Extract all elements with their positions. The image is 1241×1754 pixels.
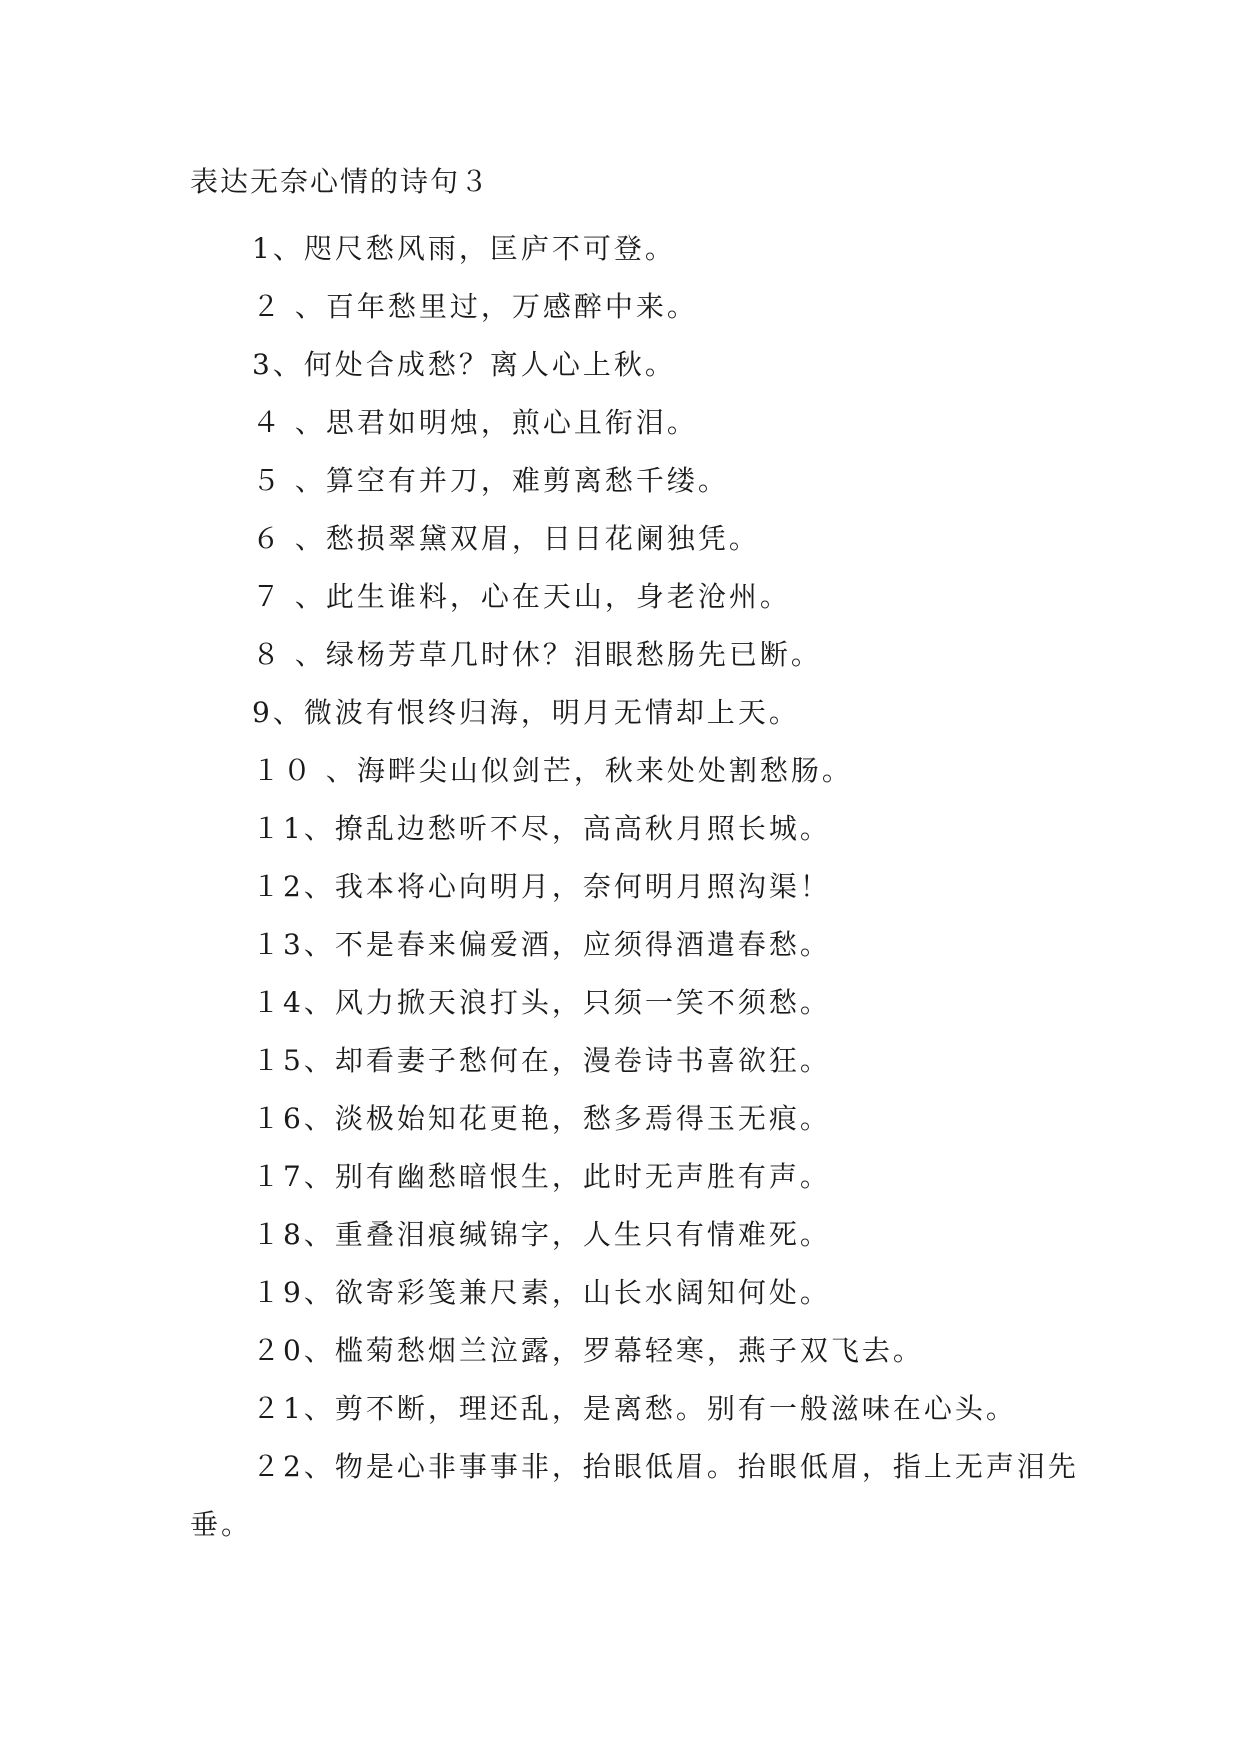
poem-line-2: ２ 、百年愁里过，万感醉中来。 [252, 290, 698, 323]
poem-line-20: ２0、槛菊愁烟兰泣露，罗幕轻寒，燕子双飞去。 [252, 1334, 924, 1367]
poem-line-11: １1、撩乱边愁听不尽，高高秋月照长城。 [252, 812, 831, 845]
poem-line-17: １7、别有幽愁暗恨生，此时无声胜有声。 [252, 1160, 831, 1193]
poem-line-8: ８ 、绿杨芳草几时休？泪眼愁肠先已断。 [252, 638, 822, 671]
poem-line-3: 3、何处合成愁？离人心上秋。 [252, 348, 676, 381]
poem-line-19: １9、欲寄彩笺兼尺素，山长水阔知何处。 [252, 1276, 831, 1309]
poem-line-16: １6、淡极始知花更艳，愁多焉得玉无痕。 [252, 1102, 831, 1135]
poem-line-1: 1、咫尺愁风雨，匡庐不可登。 [252, 232, 676, 265]
poem-line-12: １2、我本将心向明月，奈何明月照沟渠！ [252, 870, 831, 903]
poem-line-15: １5、却看妻子愁何在，漫卷诗书喜欲狂。 [252, 1044, 831, 1077]
document-title: 表达无奈心情的诗句３ [190, 165, 491, 198]
poem-list [190, 220, 1090, 1554]
poem-line-22: ２2、物是心非事事非，抬眼低眉。抬眼低眉，指上无声泪先垂。 [190, 1450, 1079, 1541]
poem-line-7: ７ 、此生谁料，心在天山，身老沧州。 [252, 580, 791, 613]
poem-line-18: １8、重叠泪痕缄锦字，人生只有情难死。 [252, 1218, 831, 1251]
poem-line-9: 9、微波有恨终归海，明月无情却上天。 [252, 696, 800, 729]
poem-line-13: １3、不是春来偏爱酒，应须得酒遣春愁。 [252, 928, 831, 961]
poem-line-10: １０ 、海畔尖山似剑芒，秋来处处割愁肠。 [252, 754, 853, 787]
poem-line-5: ５ 、算空有并刀，难剪离愁千缕。 [252, 464, 729, 497]
poem-line-14: １4、风力掀天浪打头，只须一笑不须愁。 [252, 986, 831, 1019]
poem-line-4: ４ 、思君如明烛，煎心且衔泪。 [252, 406, 698, 439]
poem-line-6: ６ 、愁损翠黛双眉，日日花阑独凭。 [252, 522, 760, 555]
poem-line-21: ２1、剪不断，理还乱，是离愁。别有一般滋味在心头。 [252, 1392, 1017, 1425]
